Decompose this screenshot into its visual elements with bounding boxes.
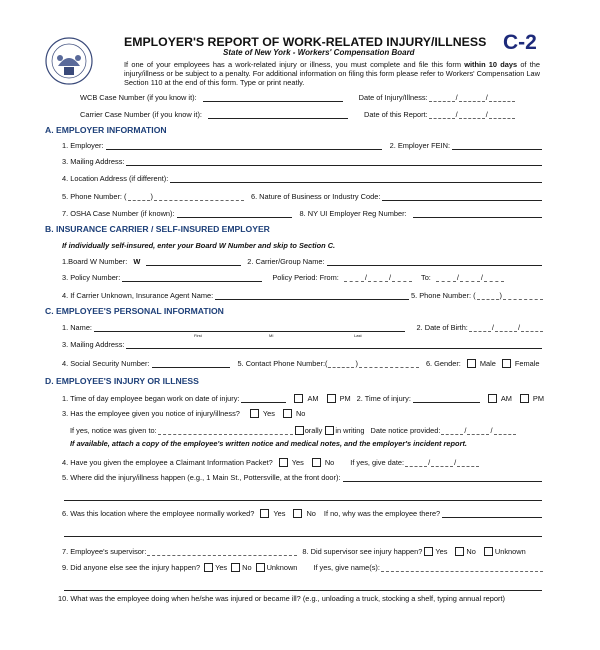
board-w-field[interactable] [146,257,241,266]
label: Yes [273,509,286,518]
label: Unknown [494,547,526,556]
agent-name-field[interactable] [215,291,409,300]
phone-field[interactable] [154,192,244,201]
yes-checkbox[interactable] [279,458,288,467]
osha-field[interactable] [177,209,292,218]
label: 5. Phone Number: ( [411,291,476,300]
am-checkbox[interactable] [488,394,497,403]
label: in writing [335,426,365,435]
nature-business-field[interactable] [382,192,542,201]
label: 2. Time of injury: [356,394,411,403]
supervisor-field[interactable] [147,547,297,556]
employee-mailing-field[interactable] [126,340,542,349]
fein-field[interactable] [452,141,542,150]
label: 4. If Carrier Unknown, Insurance Agent Name: [62,291,214,300]
employee-mailing-row [62,338,544,349]
label: 6. Nature of Business or Industry Code: [250,192,381,201]
mailing-address-field[interactable] [126,157,542,166]
policy-row [62,271,544,282]
label: To: [421,273,431,282]
label: 2. Carrier/Group Name: [247,257,325,266]
am-checkbox[interactable] [294,394,303,403]
employer-row [62,139,544,150]
location-row [62,172,544,183]
label: 2. Employer FEIN: [389,141,450,150]
male-checkbox[interactable] [467,359,476,368]
label: If yes, give date: [350,458,405,467]
date-report-field[interactable]: / / [428,110,516,119]
attach-note: If available, attach a copy of the employee's written notice and medical notes, and the employer's incident report. [70,439,467,448]
packet-date-field[interactable]: / / [404,458,480,467]
policy-number-field[interactable] [122,273,262,282]
name-row [62,321,544,338]
q6-continuation [62,526,544,537]
label: 1. Employer: [62,141,104,150]
label: 1.Board W Number: [62,257,128,266]
notice-row [70,424,544,435]
label: 5. Where did the injury/illness happen (e.g., 1 Main St., Pottersville, at the front door): [62,473,341,482]
label: Date notice provided: [370,426,441,435]
injury-time-field[interactable] [413,394,480,403]
label: 5. Contact Phone Number:( [237,359,328,368]
section-b-heading: B. INSURANCE CARRIER / SELF-INSURED EMPLOYER [45,224,270,234]
label: No [295,409,306,418]
section-c-heading: C. EMPLOYEE'S PERSONAL INFORMATION [45,306,224,316]
label: 8. NY UI Employer Reg Number: [299,209,407,218]
label: Policy Period: From: [272,273,339,282]
label: Carrier Case Number (if you know it): [80,110,202,119]
why-there-field[interactable] [442,509,542,518]
label: Yes [291,458,304,467]
label: 1. Time of day employee began work on date of injury: [62,394,240,403]
notice-to-field[interactable] [158,426,293,435]
label: PM [532,394,544,403]
form-title: EMPLOYER'S REPORT OF WORK-RELATED INJURY/ILLNESS [124,35,487,49]
label: Female [514,359,540,368]
ui-reg-field[interactable] [413,209,542,218]
no-checkbox[interactable] [455,547,464,556]
orally-checkbox[interactable] [295,426,304,435]
label: 4. Have you given the employee a Claimant Information Packet? [62,458,273,467]
label: AM [307,394,319,403]
ssn-row: 4. Social Security Number: 5. Contact Phone Number:( ) 6. Gender: Male Female [62,359,540,368]
label: No [466,547,476,556]
label: AM [500,394,512,403]
intro-text: If one of your employees has a work-related injury or illness, you must complete and file this form within 10 days of the injury/illness or be subject to a penalty. For additional information on filing this form please refer to Workers' Compensation Law Section 110 at the end of this form. Type or print neatly. [124,60,540,87]
osha-row [62,207,544,218]
witness-names-field-2[interactable] [64,582,542,591]
wcb-case-row [80,91,544,102]
yes-checkbox[interactable] [204,563,213,572]
policy-to-field[interactable]: / / [435,273,505,282]
label: Male [479,359,496,368]
phone-field[interactable] [503,291,543,300]
label: 8. Did supervisor see injury happen? [302,547,423,556]
female-checkbox[interactable] [502,359,511,368]
label: Yes [262,409,275,418]
employer-field[interactable] [106,141,382,150]
last-caption: Last [354,333,362,338]
carrier-name-field[interactable] [327,257,542,266]
area-code-field[interactable] [477,291,499,300]
injury-location-field-2[interactable] [64,492,542,501]
carrier-case-field[interactable] [208,110,348,119]
why-there-field-2[interactable] [64,528,542,537]
pm-checkbox[interactable] [520,394,529,403]
q1-row [62,392,544,403]
mailing-row [62,155,544,166]
label: 4. Location Address (if different): [62,174,169,183]
dob-field[interactable]: / / [468,323,544,332]
no-checkbox[interactable] [312,458,321,467]
q9-continuation [62,580,544,591]
ssn-field[interactable] [152,359,230,368]
q6-row [62,507,544,518]
label: 6. Gender: [425,359,461,368]
first-caption: First [194,333,202,338]
no-checkbox[interactable] [231,563,240,572]
policy-from-field[interactable]: / / [343,273,413,282]
form-code: C-2 [503,31,537,54]
label: 6. Was this location where the employee normally worked? [62,509,255,518]
notice-date-field[interactable]: / / [440,426,516,435]
label: 5. Phone Number: ( [62,192,127,201]
label: If no, why was the employee there? [323,509,441,518]
label: Yes [215,563,228,572]
w-prefix: W [133,257,141,266]
date-injury-field[interactable]: / / [428,93,516,102]
wcb-case-field[interactable] [203,93,343,102]
yes-checkbox[interactable] [260,509,269,518]
nys-seal-logo [44,36,94,86]
label: Unknown [266,563,298,572]
in-writing-checkbox[interactable] [325,426,334,435]
q7-row [62,545,544,556]
label: 3. Mailing Address: [62,340,125,349]
q10-row [58,592,544,603]
unknown-checkbox[interactable] [256,563,265,572]
label: PM [339,394,351,403]
label: orally [304,426,323,435]
yes-checkbox[interactable] [250,409,259,418]
label: Date of this Report: [363,110,428,119]
label: Date of Injury/Illness: [358,93,428,102]
label: No [242,563,252,572]
q3-row [62,407,544,418]
label: If yes, notice was given to: [70,426,157,435]
pm-checkbox[interactable] [327,394,336,403]
agent-row: 4. If Carrier Unknown, Insurance Agent Name: 5. Phone Number: ( ) [62,289,544,300]
label: 9. Did anyone else see the injury happen? [62,563,201,572]
contact-phone-field[interactable] [359,359,419,368]
label: Yes [435,547,448,556]
label: 1. Name: [62,323,92,332]
label: 3. Mailing Address: [62,157,125,166]
label: WCB Case Number (if you know it): [80,93,197,102]
location-address-field[interactable] [170,174,542,183]
label: 7. Employee's supervisor: [62,547,147,556]
q4-row [62,456,544,467]
phone-row: 5. Phone Number: ( ) 6. Nature of Business or Industry Code: [62,190,544,201]
section-d-heading: D. EMPLOYEE'S INJURY OR ILLNESS [45,376,199,386]
unknown-checkbox[interactable] [484,547,493,556]
area-code-field[interactable] [128,192,150,201]
yes-checkbox[interactable] [424,547,433,556]
label: 7. OSHA Case Number (if known): [62,209,175,218]
employee-name-field[interactable] [94,323,405,338]
q9-row [62,561,544,572]
injury-location-field[interactable] [343,473,542,482]
q5-row [62,471,544,482]
label: 3. Has the employee given you notice of injury/illness? [62,409,240,418]
label: No [324,458,335,467]
label: 3. Policy Number: [62,273,121,282]
label: 4. Social Security Number: [62,359,150,368]
label: 2. Date of Birth: [416,323,468,332]
no-checkbox[interactable] [283,409,292,418]
carrier-case-row [80,108,544,119]
form-subtitle: State of New York - Workers' Compensation Board [223,48,415,57]
area-code-field[interactable] [328,359,354,368]
board-w-row [62,255,544,266]
label: No [306,509,316,518]
section-a-heading: A. EMPLOYER INFORMATION [45,125,167,135]
label: 10. What was the employee doing when he/she was injured or became ill? (e.g., unloading a truck, stocking a shelf, typing annual report) [58,594,505,603]
mi-caption: MI [269,333,274,338]
section-b-note: If individually self-insured, enter your Board W Number and skip to Section C. [62,241,336,250]
label: If yes, give name(s): [313,563,380,572]
q5-continuation [62,490,544,501]
no-checkbox[interactable] [293,509,302,518]
witness-names-field[interactable] [381,563,543,572]
start-time-field[interactable] [241,394,286,403]
